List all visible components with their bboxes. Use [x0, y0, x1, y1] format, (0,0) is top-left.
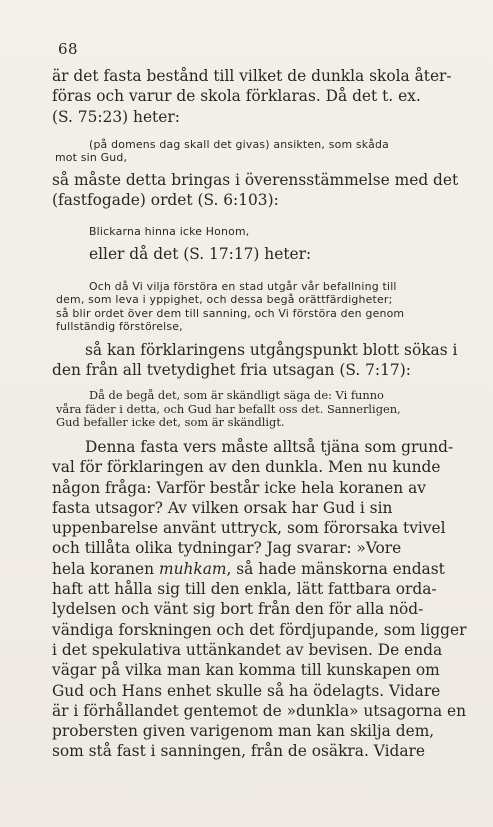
text-line: och tillåta olika tydningar? Jag svarar: »Vore: [52, 539, 402, 558]
text-line: (på domens dag skall det givas) ansikten, som skåda: [89, 138, 389, 151]
text-line: Gud och Hans enhet skulle så ha ödelagts. Vidare: [52, 681, 441, 700]
text-line: haft att hålla sig till den enkla, lätt fattbara orda-: [52, 580, 437, 599]
quote-2: [89, 225, 493, 238]
text-line: probersten given varigenom man kan skilja dem,: [52, 722, 435, 741]
text-line: uppenbarelse använt uttryck, som förorsaka tvivel: [52, 519, 446, 538]
text-line: Gud befaller icke det, som är skändligt.: [56, 415, 285, 429]
paragraph-2: [52, 170, 476, 211]
text-line: lydelsen och vänt sig bort från den för alla nöd-: [52, 600, 424, 619]
text-line: (S. 75:23) heter:: [52, 107, 180, 126]
text-line: vägar på vilka man kan komma till kunskapen om: [52, 661, 440, 680]
text-line: Blickarna hinna icke Honom,: [89, 225, 250, 238]
text-line: så måste detta bringas i överensstämmelse med det: [52, 171, 459, 189]
text-line: som stå fast i sanningen, från de osäkra. Vidare: [52, 742, 425, 761]
text-line: fasta utsagor? Av vilken orsak har Gud i sin: [52, 498, 393, 517]
text-line: Och då Vi vilja förstöra en stad utgår vår befallning till: [89, 280, 397, 293]
text-line: någon fråga: Varför består icke hela koranen av: [52, 478, 426, 497]
quote-1: [55, 138, 479, 165]
text-line: är det fasta bestånd till vilket de dunkla skola åter-: [52, 67, 452, 85]
italic-term: muhkam: [158, 559, 227, 578]
text-line: mot sin Gud,: [55, 151, 128, 165]
paragraph-4: [52, 340, 476, 381]
text-line: Denna fasta vers måste alltså tjäna som grund-: [85, 438, 454, 456]
text-line: vändiga forskningen och det fördjupande, som ligger: [52, 620, 467, 639]
text-line: föras och varur de skola förklaras. Då det t. ex.: [52, 87, 421, 106]
text-line: är i förhållandet gentemot de »dunkla» utsagorna en: [52, 701, 467, 720]
page-number: 68: [58, 40, 79, 58]
quote-3: [56, 280, 477, 334]
text-line: så blir ordet över dem till sanning, och Vi förstöra den genom: [56, 306, 405, 320]
paragraph-1: [52, 66, 476, 127]
text-line: i det spekulativa uttänkandet av bevisen. De enda: [52, 640, 443, 659]
text-line: dem, som leva i yppighet, och dessa begå orättfärdigheter;: [56, 293, 393, 307]
quote-4: [56, 389, 477, 430]
text-line: våra fäder i detta, och Gud har befallt oss det. Sannerligen,: [56, 401, 401, 416]
text-segment: hela koranen: [52, 559, 159, 578]
text-line: Då de begå det, som är skändligt säga de: Vi funno: [89, 388, 384, 402]
text-line: val för förklaringen av den dunkla. Men nu kunde: [52, 458, 441, 477]
text-segment: , så hade mänskorna endast: [226, 559, 445, 578]
text-line: [52, 559, 476, 579]
text-line: eller då det (S. 17:17) heter:: [89, 245, 312, 263]
text-line: den från all tvetydighet fria utsagan (S. 7:17):: [52, 361, 411, 380]
text-line: så kan förklaringens utgångspunkt blott sökas i: [85, 341, 458, 359]
text-line: fullständig förstörelse,: [56, 320, 183, 334]
paragraph-3: [89, 244, 493, 264]
paragraph-5: [52, 437, 476, 762]
text-line: (fastfogade) ordet (S. 6:103):: [52, 191, 279, 210]
